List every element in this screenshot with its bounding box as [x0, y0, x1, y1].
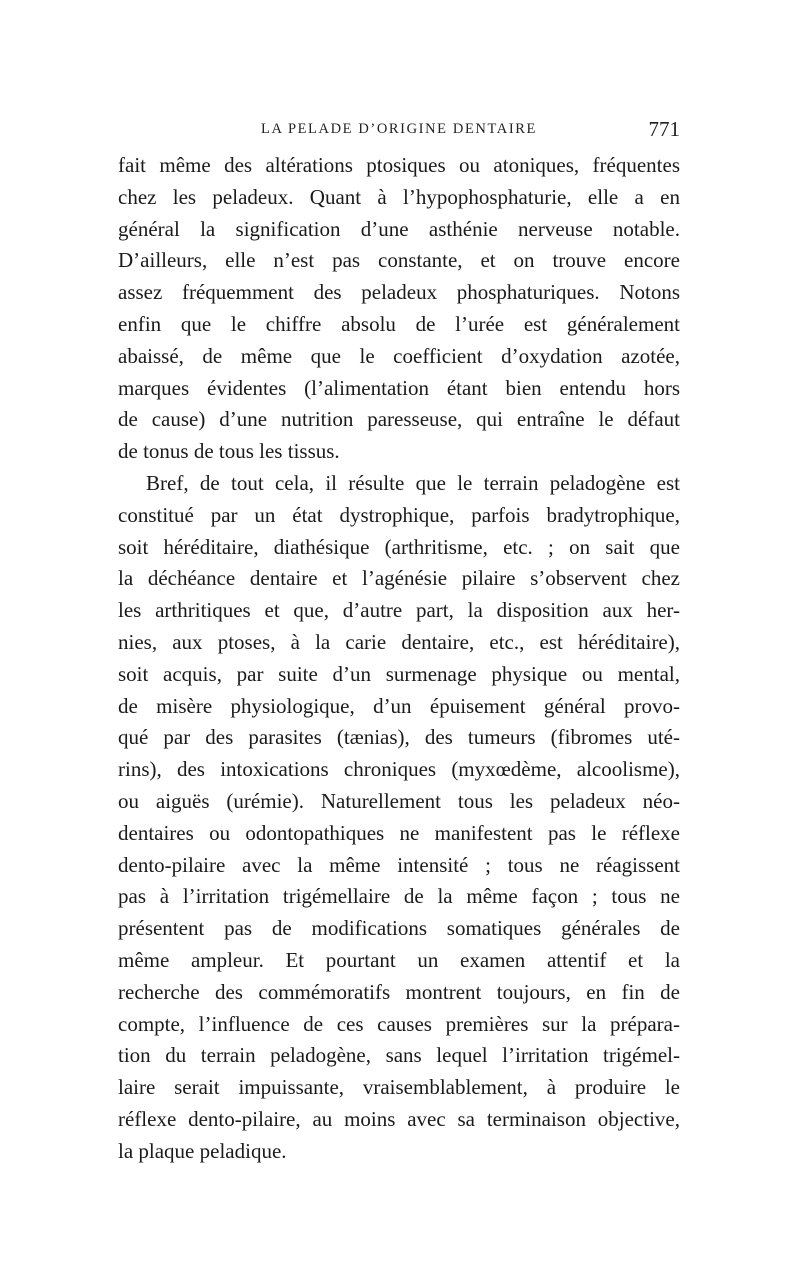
text-line: soit héréditaire, diathésique (arthritisme, etc. ; on sait que [118, 534, 680, 559]
text-line: dento-pilaire avec la même intensité ; tous ne réagissent [118, 852, 680, 877]
text-line: soit acquis, par suite d’un surmenage physique ou mental, [118, 661, 680, 686]
text-line: qué par des parasites (tænias), des tumeurs (fibromes uté- [118, 725, 680, 750]
text-line: laire serait impuissante, vraisemblablement, à produire le [118, 1075, 680, 1100]
text-line: présentent pas de modifications somatiques générales de [118, 916, 680, 941]
text-line: la déchéance dentaire et l’agénésie pilaire s’observent chez [118, 566, 680, 591]
paragraph-bref [118, 468, 680, 1168]
text-line: marques évidentes (l’alimentation étant bien entendu hors [118, 375, 680, 400]
running-head [118, 115, 680, 143]
body-text [118, 150, 680, 1168]
text-line: dentaires ou odontopathiques ne manifestent pas le réflexe [118, 820, 680, 845]
text-line: recherche des commémoratifs montrent toujours, en fin de [118, 979, 680, 1004]
text-line: nies, aux ptoses, à la carie dentaire, etc., est héréditaire), [118, 629, 680, 654]
text-line: pas à l’irritation trigémellaire de la même façon ; tous ne [118, 884, 680, 909]
text-line: de tonus de tous les tissus. [118, 439, 340, 464]
text-line: compte, l’influence de ces causes premières sur la prépara- [118, 1011, 680, 1036]
text-line: la plaque peladique. [118, 1138, 287, 1163]
paragraph-continued [118, 150, 680, 468]
text-line: assez fréquemment des peladeux phosphaturiques. Notons [118, 280, 680, 305]
text-line: rins), des intoxications chroniques (myxœdème, alcoolisme), [118, 757, 680, 782]
running-title: LA PELADE D’ORIGINE DENTAIRE [260, 121, 537, 137]
text-line: Bref, de tout cela, il résulte que le terrain peladogène est [146, 470, 680, 495]
text-line: de misère physiologique, d’un épuisement général provo- [118, 693, 680, 718]
text-line: ou aiguës (urémie). Naturellement tous les peladeux néo- [118, 788, 680, 813]
text-line: enfin que le chiffre absolu de l’urée est généralement [118, 311, 680, 336]
text-line: tion du terrain peladogène, sans lequel l’irritation trigémel- [118, 1043, 680, 1068]
text-line: fait même des altérations ptosiques ou atoniques, fréquentes [118, 153, 680, 177]
page-number: 771 [648, 117, 680, 141]
text-line: les arthritiques et que, d’autre part, la disposition aux her- [118, 598, 680, 623]
text-line: constitué par un état dystrophique, parfois bradytrophique, [118, 502, 680, 527]
text-line: même ampleur. Et pourtant un examen attentif et la [118, 947, 680, 972]
text-line: général la signification d’une asthénie nerveuse notable. [118, 216, 680, 241]
text-line: D’ailleurs, elle n’est pas constante, et on trouve encore [118, 248, 680, 273]
text-line: de cause) d’une nutrition paresseuse, qui entraîne le défaut [118, 407, 680, 432]
text-line: abaissé, de même que le coefficient d’oxydation azotée, [118, 343, 680, 368]
text-line: chez les peladeux. Quant à l’hypophosphaturie, elle a en [118, 184, 680, 209]
text-line: réflexe dento-pilaire, au moins avec sa terminaison objective, [118, 1106, 680, 1131]
